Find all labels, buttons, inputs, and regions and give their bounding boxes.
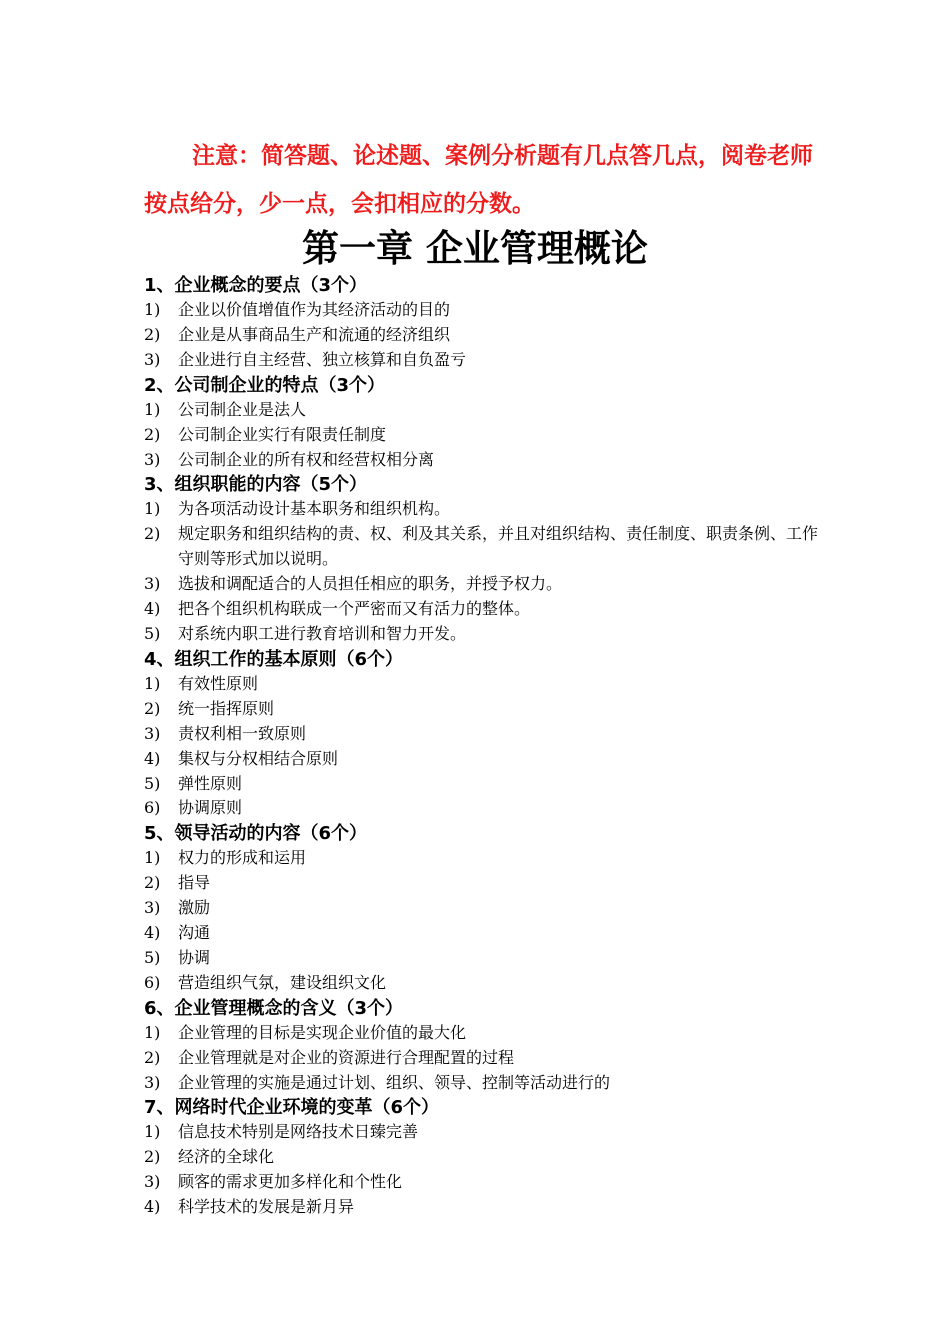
list-item bbox=[144, 1195, 824, 1220]
list-item-text: 协调原则 bbox=[178, 798, 243, 818]
list-item-text: 企业管理的目标是实现企业价值的最大化 bbox=[178, 1022, 467, 1042]
list-item-text: 为各项活动设计基本职务和组织机构。 bbox=[178, 499, 451, 519]
list-item bbox=[144, 1120, 824, 1145]
list-item-number: 4) bbox=[144, 1197, 161, 1217]
list-item-number: 5) bbox=[144, 773, 161, 793]
list-item bbox=[144, 1071, 824, 1096]
list-item bbox=[144, 747, 824, 772]
section bbox=[144, 273, 824, 373]
list-item bbox=[144, 497, 824, 522]
section-heading: 2、公司制企业的特点（3个） bbox=[144, 374, 386, 396]
section-heading: 6、企业管理概念的含义（3个） bbox=[144, 997, 404, 1019]
list-item-number: 1) bbox=[144, 1122, 161, 1142]
list-item-text: 公司制企业是法人 bbox=[178, 399, 307, 419]
list-item-text: 把各个组织机构联成一个严密而又有活力的整体。 bbox=[178, 599, 531, 619]
list-item-number: 1) bbox=[144, 499, 161, 519]
list-item-number: 6) bbox=[144, 972, 161, 992]
list-item-text: 经济的全球化 bbox=[178, 1147, 275, 1167]
list-item-text: 科学技术的发展是新月异 bbox=[178, 1197, 355, 1217]
list-item bbox=[144, 1145, 824, 1170]
notice-text: 注意：简答题、论述题、案例分析题有几点答几点，阅卷老师按点给分，少一点，会扣相应的分数。 bbox=[144, 143, 813, 217]
list-item-text: 公司制企业实行有限责任制度 bbox=[178, 424, 387, 444]
list-item bbox=[144, 323, 824, 348]
list-item-number: 3) bbox=[144, 898, 161, 918]
list-item-text: 规定职务和组织结构的责、权、利及其关系，并且对组织结构、责任制度、职责条例、工作守则等形式加以说明。 bbox=[178, 524, 819, 569]
list-item bbox=[144, 423, 824, 448]
list-item-number: 3) bbox=[144, 449, 161, 469]
list-item-text: 信息技术特别是网络技术日臻完善 bbox=[178, 1122, 419, 1142]
list-item-number: 1) bbox=[144, 848, 161, 868]
list-item-text: 企业进行自主经营、独立核算和自负盈亏 bbox=[178, 349, 467, 369]
list-item-number: 2) bbox=[144, 1047, 161, 1067]
list-item bbox=[144, 796, 824, 821]
list-item bbox=[144, 772, 824, 797]
list-item-number: 3) bbox=[144, 1072, 161, 1092]
list-item-text: 权力的形成和运用 bbox=[178, 848, 307, 868]
list-item-text: 弹性原则 bbox=[178, 773, 243, 793]
list-item-number: 1) bbox=[144, 1022, 161, 1042]
list-item-number: 4) bbox=[144, 599, 161, 619]
list-item bbox=[144, 348, 824, 373]
list-item bbox=[144, 1021, 824, 1046]
list-item-text: 营造组织气氛，建设组织文化 bbox=[178, 972, 387, 992]
list-item-number: 2) bbox=[144, 698, 161, 718]
list-item bbox=[144, 921, 824, 946]
section bbox=[144, 996, 824, 1096]
section bbox=[144, 373, 824, 473]
list-item bbox=[144, 971, 824, 996]
list-item-text: 沟通 bbox=[178, 923, 211, 943]
section-heading: 3、组织职能的内容（5个） bbox=[144, 474, 368, 496]
list-item-number: 3) bbox=[144, 574, 161, 594]
list-item-number: 1) bbox=[144, 673, 161, 693]
list-item-text: 指导 bbox=[178, 873, 211, 893]
list-item-number: 3) bbox=[144, 723, 161, 743]
section bbox=[144, 472, 824, 646]
list-item bbox=[144, 448, 824, 473]
section-heading: 7、网络时代企业环境的变革（6个） bbox=[144, 1097, 440, 1119]
list-item-text: 激励 bbox=[178, 898, 211, 918]
list-item bbox=[144, 896, 824, 921]
list-item-number: 2) bbox=[144, 424, 161, 444]
list-item-number: 5) bbox=[144, 623, 161, 643]
list-item-text: 统一指挥原则 bbox=[178, 698, 275, 718]
list-item-text: 企业以价值增值作为其经济活动的目的 bbox=[178, 300, 451, 319]
chapter-title: 第一章 企业管理概论 bbox=[302, 226, 648, 270]
list-item bbox=[144, 1170, 824, 1195]
section bbox=[144, 1095, 824, 1220]
list-item bbox=[144, 697, 824, 722]
list-item-text: 有效性原则 bbox=[178, 673, 259, 693]
list-item-text: 选拔和调配适合的人员担任相应的职务，并授予权力。 bbox=[178, 574, 563, 594]
section bbox=[144, 647, 824, 821]
list-item bbox=[144, 846, 824, 871]
list-item bbox=[144, 672, 824, 697]
list-item-text: 企业管理的实施是通过计划、组织、领导、控制等活动进行的 bbox=[178, 1072, 611, 1092]
section bbox=[144, 821, 824, 995]
list-item-number: 2) bbox=[144, 873, 161, 893]
list-item bbox=[144, 622, 824, 647]
list-item bbox=[144, 398, 824, 423]
list-item-number: 4) bbox=[144, 748, 161, 768]
list-item-number: 2) bbox=[144, 1147, 161, 1167]
list-item bbox=[144, 722, 824, 747]
list-item bbox=[144, 298, 824, 323]
list-item bbox=[144, 597, 824, 622]
list-item-text: 协调 bbox=[178, 947, 211, 967]
list-item-text: 对系统内职工进行教育培训和智力开发。 bbox=[178, 623, 467, 643]
list-item-number: 6) bbox=[144, 798, 161, 818]
list-item bbox=[144, 522, 824, 572]
list-item-text: 集权与分权相结合原则 bbox=[178, 748, 339, 768]
section-heading: 4、组织工作的基本原则（6个） bbox=[144, 648, 404, 670]
list-item-number: 3) bbox=[144, 349, 161, 369]
list-item-text: 企业管理就是对企业的资源进行合理配置的过程 bbox=[178, 1047, 515, 1067]
list-item-text: 企业是从事商品生产和流通的经济组织 bbox=[178, 324, 451, 344]
list-item-number: 2) bbox=[144, 324, 161, 344]
list-item-number: 3) bbox=[144, 1172, 161, 1192]
list-item-number: 5) bbox=[144, 947, 161, 967]
list-item-number: 1) bbox=[144, 399, 161, 419]
list-item bbox=[144, 946, 824, 971]
list-item-number: 1) bbox=[144, 300, 161, 319]
list-item-text: 责权利相一致原则 bbox=[178, 723, 307, 743]
list-item bbox=[144, 572, 824, 597]
chapter-content bbox=[144, 273, 824, 1220]
section-heading: 5、领导活动的内容（6个） bbox=[144, 823, 368, 845]
list-item-text: 公司制企业的所有权和经营权相分离 bbox=[178, 449, 435, 469]
list-item-number: 2) bbox=[144, 524, 161, 544]
list-item bbox=[144, 871, 824, 896]
section-heading: 1、企业概念的要点（3个） bbox=[144, 275, 368, 296]
list-item-number: 4) bbox=[144, 923, 161, 943]
list-item bbox=[144, 1046, 824, 1071]
list-item-text: 顾客的需求更加多样化和个性化 bbox=[178, 1172, 403, 1192]
